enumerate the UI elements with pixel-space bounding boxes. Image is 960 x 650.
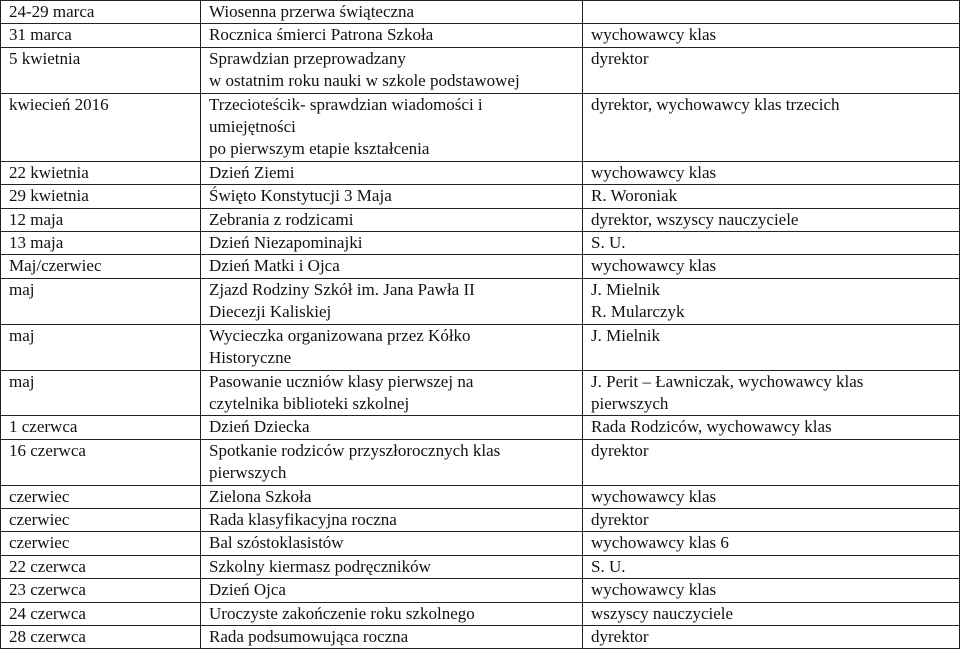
event-cell: Wiosenna przerwa świąteczna [201, 1, 583, 24]
date-cell: 29 kwietnia [1, 185, 201, 208]
responsible-cell: wychowawcy klas [583, 255, 960, 278]
table-row [1, 278, 960, 324]
event-cell: Dzień Niezapominajki [201, 232, 583, 255]
table-row [1, 93, 960, 161]
table-row [1, 255, 960, 278]
date-cell: 31 marca [1, 24, 201, 47]
table-row [1, 439, 960, 485]
event-cell: Uroczyste zakończenie roku szkolnego [201, 602, 583, 625]
table-row [1, 208, 960, 231]
event-cell: Rada klasyfikacyjna roczna [201, 508, 583, 531]
responsible-cell: wychowawcy klas [583, 579, 960, 602]
date-cell: czerwiec [1, 532, 201, 555]
event-cell: Dzień Ziemi [201, 161, 583, 184]
responsible-cell: wychowawcy klas [583, 24, 960, 47]
date-cell: 5 kwietnia [1, 47, 201, 93]
table-row [1, 602, 960, 625]
responsible-cell [583, 1, 960, 24]
table-row [1, 24, 960, 47]
responsible-cell: J. Mielnik R. Mularczyk [583, 278, 960, 324]
event-cell: Trzecioteścik- sprawdzian wiadomości i umiejętności po pierwszym etapie kształcenia [201, 93, 583, 161]
responsible-cell: R. Woroniak [583, 185, 960, 208]
date-cell: czerwiec [1, 485, 201, 508]
event-cell: Sprawdzian przeprowadzany w ostatnim roku nauki w szkole podstawowej [201, 47, 583, 93]
event-cell: Szkolny kiermasz podręczników [201, 555, 583, 578]
date-cell: Maj/czerwiec [1, 255, 201, 278]
table-row [1, 485, 960, 508]
date-cell: 28 czerwca [1, 625, 201, 648]
responsible-cell: J. Mielnik [583, 324, 960, 370]
date-cell: 23 czerwca [1, 579, 201, 602]
event-cell: Zielona Szkoła [201, 485, 583, 508]
event-cell: Rocznica śmierci Patrona Szkoła [201, 24, 583, 47]
date-cell: 22 czerwca [1, 555, 201, 578]
responsible-cell: J. Perit – Ławniczak, wychowawcy klas pierwszych [583, 370, 960, 416]
date-cell: 13 maja [1, 232, 201, 255]
table-row [1, 324, 960, 370]
date-cell: kwiecień 2016 [1, 93, 201, 161]
date-cell: 1 czerwca [1, 416, 201, 439]
table-row [1, 232, 960, 255]
event-cell: Dzień Matki i Ojca [201, 255, 583, 278]
responsible-cell: dyrektor, wychowawcy klas trzecich [583, 93, 960, 161]
event-cell: Dzień Ojca [201, 579, 583, 602]
date-cell: czerwiec [1, 508, 201, 531]
table-row [1, 1, 960, 24]
responsible-cell: dyrektor, wszyscy nauczyciele [583, 208, 960, 231]
table-row [1, 508, 960, 531]
event-cell: Zebrania z rodzicami [201, 208, 583, 231]
responsible-cell: S. U. [583, 555, 960, 578]
event-cell: Rada podsumowująca roczna [201, 625, 583, 648]
event-cell: Bal szóstoklasistów [201, 532, 583, 555]
date-cell: 24 czerwca [1, 602, 201, 625]
table-row [1, 416, 960, 439]
responsible-cell: wychowawcy klas [583, 485, 960, 508]
responsible-cell: wychowawcy klas [583, 161, 960, 184]
responsible-cell: dyrektor [583, 625, 960, 648]
event-cell: Wycieczka organizowana przez Kółko Historyczne [201, 324, 583, 370]
table-row [1, 185, 960, 208]
responsible-cell: wszyscy nauczyciele [583, 602, 960, 625]
table-row [1, 370, 960, 416]
date-cell: 22 kwietnia [1, 161, 201, 184]
date-cell: maj [1, 324, 201, 370]
date-cell: maj [1, 278, 201, 324]
table-row [1, 532, 960, 555]
responsible-cell: dyrektor [583, 47, 960, 93]
event-cell: Pasowanie uczniów klasy pierwszej na czytelnika biblioteki szkolnej [201, 370, 583, 416]
event-cell: Spotkanie rodziców przyszłorocznych klas pierwszych [201, 439, 583, 485]
table-row [1, 555, 960, 578]
table-row [1, 47, 960, 93]
responsible-cell: S. U. [583, 232, 960, 255]
responsible-cell: dyrektor [583, 508, 960, 531]
table-row [1, 161, 960, 184]
table-row [1, 579, 960, 602]
schedule-body [1, 1, 960, 649]
responsible-cell: wychowawcy klas 6 [583, 532, 960, 555]
responsible-cell: Rada Rodziców, wychowawcy klas [583, 416, 960, 439]
event-cell: Zjazd Rodziny Szkół im. Jana Pawła II Diecezji Kaliskiej [201, 278, 583, 324]
date-cell: maj [1, 370, 201, 416]
date-cell: 12 maja [1, 208, 201, 231]
event-cell: Święto Konstytucji 3 Maja [201, 185, 583, 208]
event-cell: Dzień Dziecka [201, 416, 583, 439]
responsible-cell: dyrektor [583, 439, 960, 485]
table-row [1, 625, 960, 648]
date-cell: 16 czerwca [1, 439, 201, 485]
date-cell: 24-29 marca [1, 1, 201, 24]
